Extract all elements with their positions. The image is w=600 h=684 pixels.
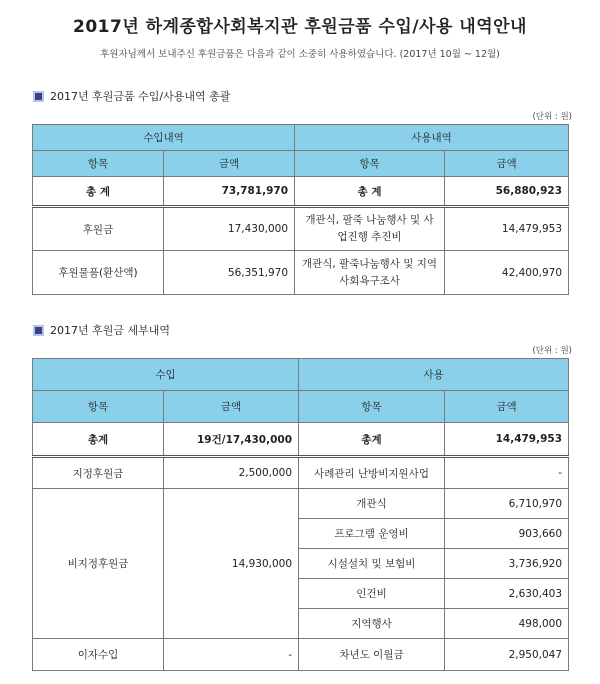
income-amount: 56,351,970 (164, 251, 295, 295)
table-row (33, 639, 569, 671)
detail-usage-header: 사용 (299, 359, 569, 391)
summary-total-row (33, 177, 569, 207)
total-label: 총 계 (33, 177, 164, 207)
usage-item: 시설설치 및 보험비 (299, 549, 445, 579)
usage-amount: 6,710,970 (445, 489, 569, 519)
total-label: 총 계 (295, 177, 445, 207)
usage-item: 사례관리 난방비지원사업 (299, 457, 445, 489)
col-item: 항목 (299, 391, 445, 423)
col-item: 항목 (33, 391, 164, 423)
col-amount: 금액 (445, 391, 569, 423)
usage-amount: 903,660 (445, 519, 569, 549)
col-amount: 금액 (164, 391, 299, 423)
income-item: 지정후원금 (33, 457, 164, 489)
table-row (33, 251, 569, 295)
section1-heading-text: 2017년 후원금품 수입/사용내역 총괄 (50, 90, 231, 103)
summary-table (32, 124, 569, 295)
detail-income-header: 수입 (33, 359, 299, 391)
usage-amount: 498,000 (445, 609, 569, 639)
bullet-square-icon (33, 325, 44, 336)
bullet-square-icon (33, 91, 44, 102)
summary-subheader-row (33, 151, 569, 177)
table-row (33, 207, 569, 251)
income-item: 이자수입 (33, 639, 164, 671)
detail-total-row (33, 423, 569, 457)
section1-unit: (단위 : 원) (532, 112, 572, 122)
income-amount: 2,500,000 (164, 457, 299, 489)
detail-header-row (33, 359, 569, 391)
col-amount: 금액 (164, 151, 295, 177)
usage-amount: 42,400,970 (445, 251, 569, 295)
total-amount: 56,880,923 (445, 177, 569, 207)
income-amount: - (164, 639, 299, 671)
page-title: 2017년 하계종합사회복지관 후원금품 수입/사용 내역안내 (73, 17, 527, 37)
usage-item: 개관식, 팔죽나눔행사 및 지역사회욕구조사 (295, 251, 445, 295)
income-amount: 17,430,000 (164, 207, 295, 251)
usage-amount: 14,479,953 (445, 207, 569, 251)
summary-usage-header: 사용내역 (295, 125, 569, 151)
col-item: 항목 (33, 151, 164, 177)
total-label: 총계 (299, 423, 445, 457)
income-item: 후원금 (33, 207, 164, 251)
section2-heading-text: 2017년 후원금 세부내역 (50, 324, 170, 337)
income-item: 후원물품(환산액) (33, 251, 164, 295)
summary-header-row (33, 125, 569, 151)
income-amount: 14,930,000 (164, 489, 299, 639)
usage-amount: - (445, 457, 569, 489)
usage-item: 개관식, 팔죽 나눔행사 및 사업진행 추진비 (295, 207, 445, 251)
detail-subheader-row (33, 391, 569, 423)
col-item: 항목 (295, 151, 445, 177)
page-subtitle: 후원자님께서 보내주신 후원금품은 다음과 같이 소중히 사용하였습니다. (2017년 10월 ~ 12월) (100, 49, 500, 60)
section2-heading (33, 322, 170, 338)
usage-item: 인건비 (299, 579, 445, 609)
total-label: 총계 (33, 423, 164, 457)
total-amount: 14,479,953 (445, 423, 569, 457)
usage-item: 프로그램 운영비 (299, 519, 445, 549)
income-item: 비지정후원금 (33, 489, 164, 639)
table-row (33, 457, 569, 489)
section2-unit: (단위 : 원) (532, 346, 572, 356)
col-amount: 금액 (445, 151, 569, 177)
usage-amount: 2,950,047 (445, 639, 569, 671)
usage-amount: 2,630,403 (445, 579, 569, 609)
detail-table (32, 358, 569, 671)
usage-amount: 3,736,920 (445, 549, 569, 579)
section1-heading (33, 88, 230, 104)
total-amount: 19건/17,430,000 (164, 423, 299, 457)
usage-item: 차년도 이월금 (299, 639, 445, 671)
total-amount: 73,781,970 (164, 177, 295, 207)
usage-item: 지역행사 (299, 609, 445, 639)
table-row (33, 489, 569, 519)
usage-item: 개관식 (299, 489, 445, 519)
summary-income-header: 수입내역 (33, 125, 295, 151)
